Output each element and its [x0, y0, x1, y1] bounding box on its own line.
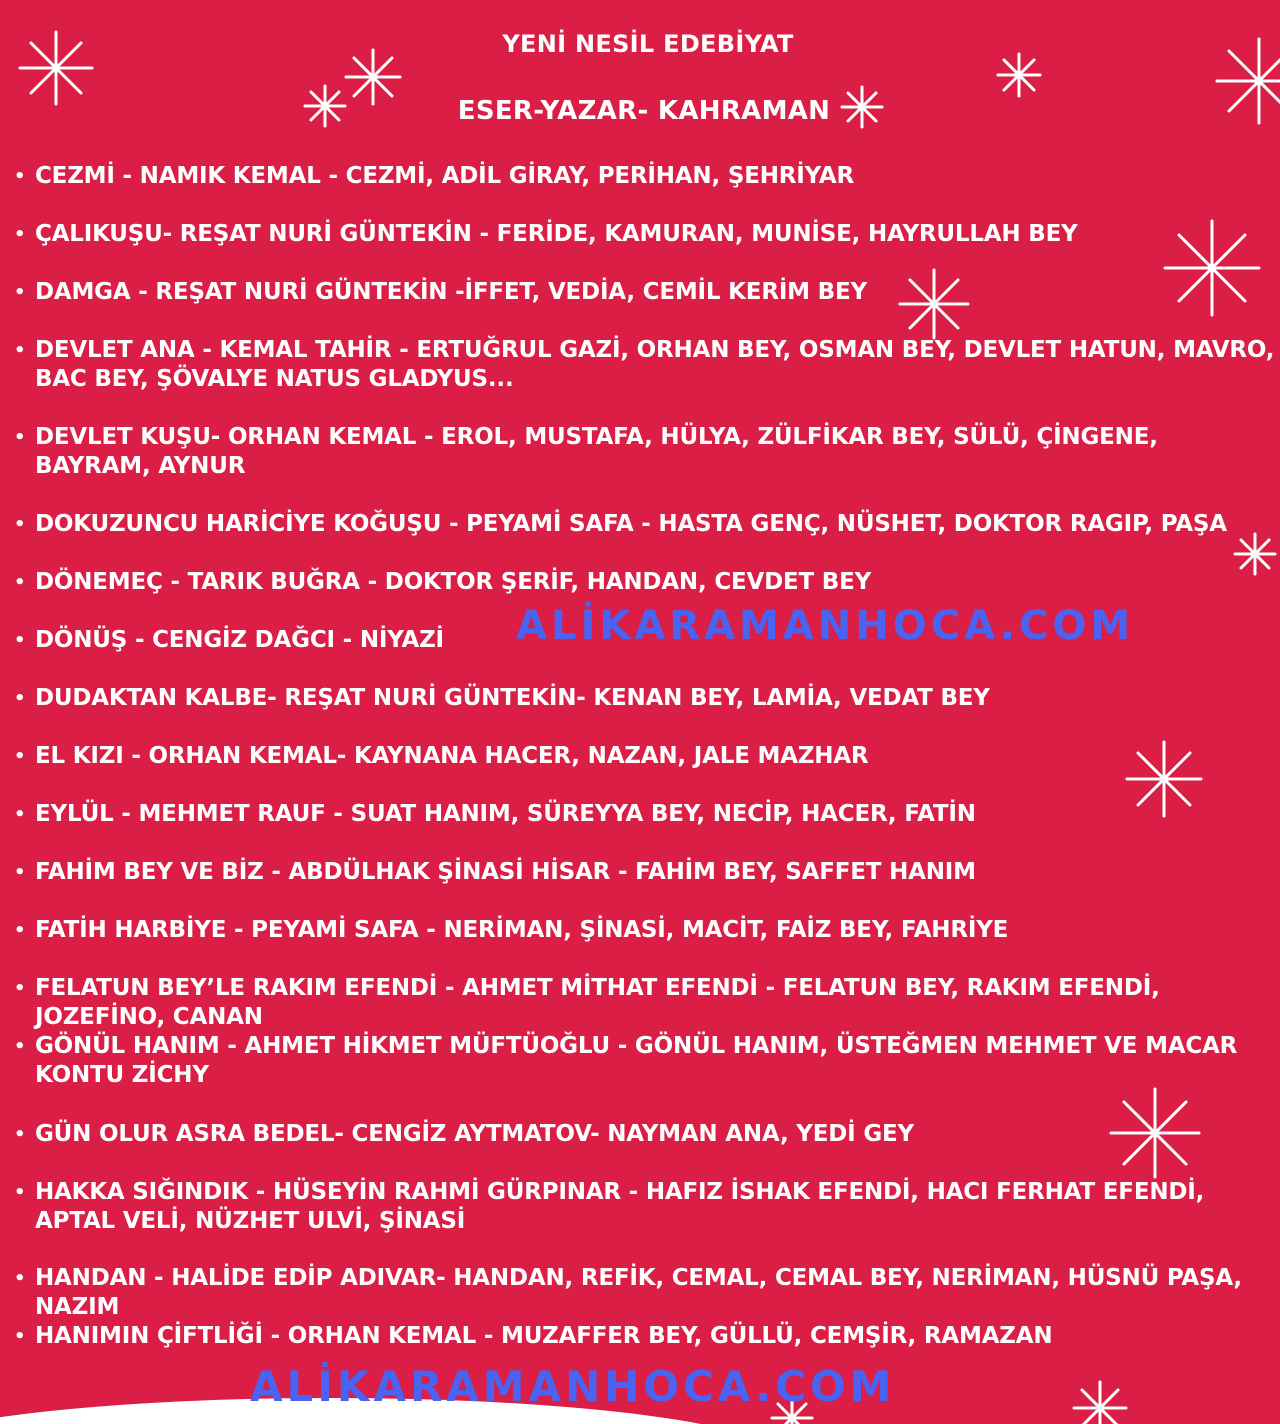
list-item — [14, 1264, 1280, 1322]
watermark: ALİKARAMANHOCA.COM — [516, 603, 1135, 649]
bullet-icon: • — [14, 427, 26, 448]
list-item — [14, 278, 1280, 307]
list-item-text: FAHİM BEY VE BİZ - ABDÜLHAK ŞİNASİ HİSAR - FAHİM BEY, SAFFET HANIM — [35, 859, 976, 885]
list-item — [14, 1322, 1280, 1351]
list-item — [14, 162, 1280, 191]
list-item-text: GÜN OLUR ASRA BEDEL- CENGİZ AYTMATOV- NAYMAN ANA, YEDİ GEY — [35, 1121, 914, 1147]
list-item — [14, 220, 1280, 249]
bullet-icon: • — [14, 1268, 26, 1289]
list-item-text: DEVLET KUŞU- ORHAN KEMAL - EROL, MUSTAFA, HÜLYA, ZÜLFİKAR BEY, SÜLÜ, ÇİNGENE, BAYRAM, AYNUR — [35, 424, 1158, 479]
list-item-text: FELATUN BEY’LE RAKIM EFENDİ - AHMET MİTHAT EFENDİ - FELATUN BEY, RAKIM EFENDİ, JOZEFİNO, CANAN — [35, 975, 1160, 1030]
list-item-text: FATİH HARBİYE - PEYAMİ SAFA - NERİMAN, ŞİNASİ, MACİT, FAİZ BEY, FAHRİYE — [35, 917, 1009, 943]
bullet-icon: • — [14, 572, 26, 593]
list-item-text: HANDAN - HALİDE EDİP ADIVAR- HANDAN, REFİK, CEMAL, CEMAL BEY, NERİMAN, HÜSNÜ PAŞA, NAZIM — [35, 1265, 1242, 1320]
list-item — [14, 1120, 1280, 1149]
list-item — [14, 974, 1280, 1032]
bullet-icon: • — [14, 920, 26, 941]
bullet-icon: • — [14, 746, 26, 767]
list-item-text: HAKKA SIĞINDIK - HÜSEYİN RAHMİ GÜRPINAR - HAFIZ İSHAK EFENDİ, HACI FERHAT EFENDİ, APTAL VELİ, NÜZHET ULVİ, ŞİNASİ — [35, 1179, 1205, 1234]
list-item-text: DEVLET ANA - KEMAL TAHİR - ERTUĞRUL GAZİ, ORHAN BEY, OSMAN BEY, DEVLET HATUN, MAVRO, BAC BEY, ŞÖVALYE NATUS GLADYUS... — [35, 337, 1275, 392]
list-item — [14, 568, 1280, 597]
list-item-text: DÖNEMEÇ - TARIK BUĞRA - DOKTOR ŞERİF, HANDAN, CEVDET BEY — [35, 569, 872, 595]
list-item-text: EYLÜL - MEHMET RAUF - SUAT HANIM, SÜREYYA BEY, NECİP, HACER, FATİN — [35, 801, 976, 827]
bullet-icon: • — [14, 688, 26, 709]
list-item — [14, 684, 1280, 713]
bullet-icon: • — [14, 1326, 26, 1347]
bullet-icon: • — [14, 1182, 26, 1203]
bullet-icon: • — [14, 862, 26, 883]
list-item — [14, 423, 1280, 481]
list-item — [14, 336, 1280, 394]
page-subtitle: ESER-YAZAR- KAHRAMAN — [457, 96, 831, 126]
list-item — [14, 510, 1280, 539]
page-title: YENİ NESİL EDEBİYAT — [502, 30, 794, 58]
list-item — [14, 1178, 1280, 1236]
snowflake-icon — [996, 52, 1042, 98]
list-item-text: HANIMIN ÇİFTLİĞİ - ORHAN KEMAL - MUZAFFER BEY, GÜLLÜ, CEMŞİR, RAMAZAN — [35, 1323, 1053, 1349]
list-item — [14, 800, 1280, 829]
bullet-icon: • — [14, 166, 26, 187]
list-item-text: DÖNÜŞ - CENGİZ DAĞCI - NİYAZİ — [35, 627, 444, 653]
bullet-icon: • — [14, 1036, 26, 1057]
bullet-icon: • — [14, 514, 26, 535]
snowflake-icon — [1072, 1380, 1128, 1424]
bullet-icon: • — [14, 282, 26, 303]
list-item-text: EL KIZI - ORHAN KEMAL- KAYNANA HACER, NAZAN, JALE MAZHAR — [35, 743, 869, 769]
list-item — [14, 916, 1280, 945]
list-item-text: GÖNÜL HANIM - AHMET HİKMET MÜFTÜOĞLU - GÖNÜL HANIM, ÜSTEĞMEN MEHMET VE MACAR KONTU ZİCHY — [35, 1033, 1238, 1088]
bullet-icon: • — [14, 1124, 26, 1145]
list-item-text: DOKUZUNCU HARİCİYE KOĞUŞU - PEYAMİ SAFA - HASTA GENÇ, NÜSHET, DOKTOR RAGIP, PAŞA — [35, 511, 1227, 537]
list-item-text: DUDAKTAN KALBE- REŞAT NURİ GÜNTEKİN- KENAN BEY, LAMİA, VEDAT BEY — [35, 685, 990, 711]
list-item — [14, 858, 1280, 887]
watermark: ALİKARAMANHOCA.COM — [250, 1362, 896, 1411]
list-item — [14, 742, 1280, 771]
list-item-text: DAMGA - REŞAT NURİ GÜNTEKİN -İFFET, VEDİA, CEMİL KERİM BEY — [35, 279, 867, 305]
list-item-text: CEZMİ - NAMIK KEMAL - CEZMİ, ADİL GİRAY, PERİHAN, ŞEHRİYAR — [35, 163, 854, 189]
list-item-text: ÇALIKUŞU- REŞAT NURİ GÜNTEKİN - FERİDE, KAMURAN, MUNİSE, HAYRULLAH BEY — [35, 221, 1078, 247]
bullet-icon: • — [14, 630, 26, 651]
bullet-icon: • — [14, 978, 26, 999]
bullet-icon: • — [14, 804, 26, 825]
bullet-icon: • — [14, 224, 26, 245]
bullet-icon: • — [14, 340, 26, 361]
list-item — [14, 1032, 1280, 1090]
